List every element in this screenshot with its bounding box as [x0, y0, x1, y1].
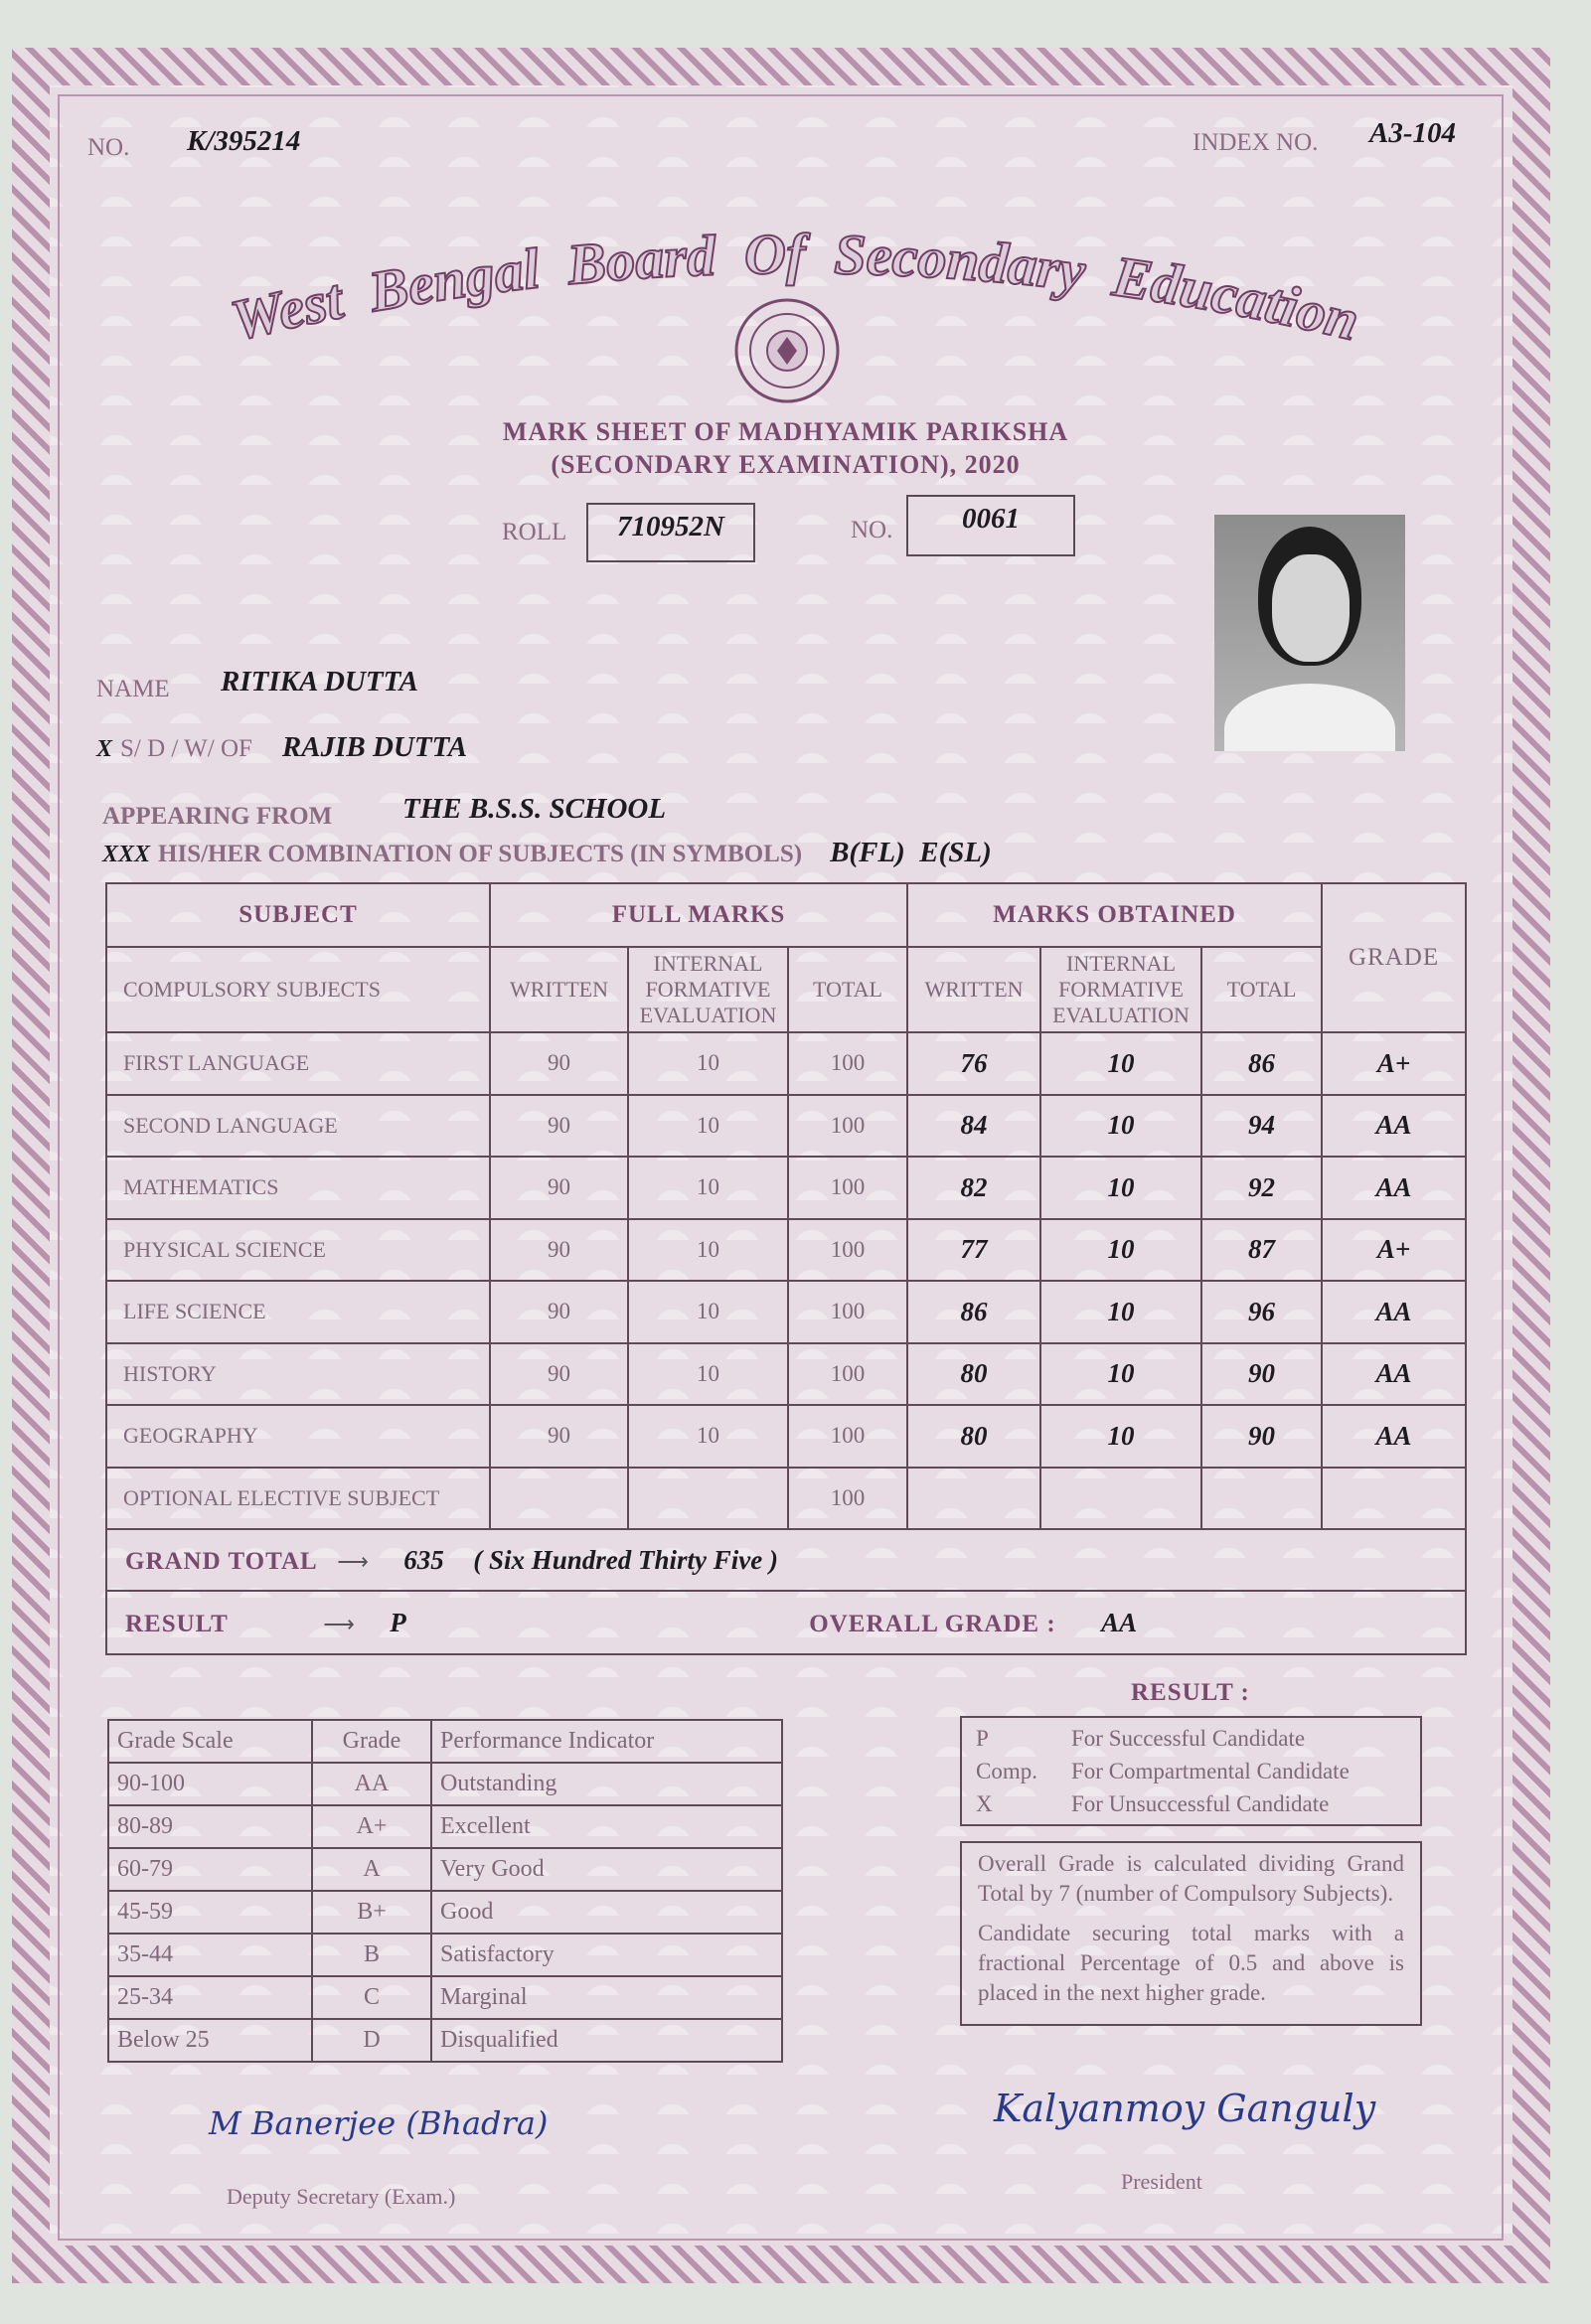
grade-scale-range: 45-59: [108, 1891, 312, 1934]
obtained-written-cell: 80: [907, 1343, 1040, 1406]
obtained-written-header: WRITTEN: [907, 947, 1040, 1032]
compulsory-subjects-header: COMPULSORY SUBJECTS: [106, 947, 490, 1032]
grade-scale-header: Grade Scale: [108, 1720, 312, 1763]
obtained-internal-cell: 10: [1040, 1032, 1201, 1095]
legend-meaning: For Compartmental Candidate: [1071, 1759, 1350, 1783]
grade-scale-row: [108, 1976, 782, 2019]
full-total-cell: 100: [788, 1095, 907, 1158]
obtained-internal-cell: 10: [1040, 1157, 1201, 1219]
combination-row: [102, 837, 992, 869]
full-total-cell: 100: [788, 1032, 907, 1095]
obtained-total-cell: 87: [1201, 1219, 1322, 1282]
obtained-internal-cell: [1040, 1468, 1201, 1530]
grade-notes: [960, 1841, 1422, 2026]
full-written-cell: 90: [490, 1405, 628, 1468]
obtained-written-cell: 77: [907, 1219, 1040, 1282]
grade-scale-indicator: Very Good: [431, 1848, 782, 1891]
board-title: West Bengal Board Of Secondary Education: [225, 221, 1365, 354]
full-internal-cell: [628, 1468, 788, 1530]
note-overall-grade: Overall Grade is calculated dividing Grand Total by 7 (number of Compulsory Subjects).: [978, 1851, 1404, 1906]
legend-code: X: [976, 1791, 993, 1816]
president-signature: Kalyanmoy Ganguly: [994, 2087, 1376, 2130]
full-internal-cell: 10: [628, 1095, 788, 1158]
full-internal-cell: 10: [628, 1343, 788, 1406]
marks-obtained-header: MARKS OBTAINED: [907, 883, 1322, 947]
obtained-total-cell: 94: [1201, 1095, 1322, 1158]
legend-code: Comp.: [976, 1759, 1037, 1783]
name-label: NAME: [96, 676, 170, 702]
full-written-header: WRITTEN: [490, 947, 628, 1032]
subject-cell: GEOGRAPHY: [106, 1405, 490, 1468]
grade-scale-grade: B: [312, 1934, 431, 1976]
index-no-value: A3-104: [1369, 117, 1456, 149]
full-total-cell: 100: [788, 1157, 907, 1219]
obtained-internal-cell: 10: [1040, 1405, 1201, 1468]
index-no-label: INDEX NO.: [1193, 129, 1319, 156]
roll-label: ROLL: [502, 519, 567, 545]
grade-scale-row: [108, 1848, 782, 1891]
grade-cell: AA: [1322, 1405, 1466, 1468]
obtained-internal-cell: 10: [1040, 1343, 1201, 1406]
legend-row: [976, 1722, 1406, 1755]
obtained-total-cell: 86: [1201, 1032, 1322, 1095]
school-label: APPEARING FROM: [102, 803, 333, 830]
grade-scale-grade: A: [312, 1848, 431, 1891]
legend-row: [976, 1787, 1406, 1820]
grade-cell: AA: [1322, 1281, 1466, 1343]
table-row: [106, 1468, 1466, 1530]
grand-total-label: GRAND TOTAL: [125, 1547, 318, 1575]
grade-cell: AA: [1322, 1343, 1466, 1406]
note-rounding: Candidate securing total marks with a fractional Percentage of 0.5 and above is placed in the next higher grade.: [978, 1921, 1404, 2005]
subject-cell: LIFE SCIENCE: [106, 1281, 490, 1343]
legend-code: P: [976, 1726, 989, 1751]
grade-cell: A+: [1322, 1219, 1466, 1282]
grade-scale-grade: A+: [312, 1805, 431, 1848]
grade-scale-range: 60-79: [108, 1848, 312, 1891]
table-row: [106, 1281, 1466, 1343]
full-total-cell: 100: [788, 1468, 907, 1530]
legend-row: [976, 1755, 1406, 1787]
full-total-cell: 100: [788, 1219, 907, 1282]
subject-cell: OPTIONAL ELECTIVE SUBJECT: [106, 1468, 490, 1530]
full-internal-cell: 10: [628, 1405, 788, 1468]
subject-cell: HISTORY: [106, 1343, 490, 1406]
roll-value: 710952N: [586, 503, 755, 562]
subject-cell: PHYSICAL SCIENCE: [106, 1219, 490, 1282]
obtained-total-cell: 90: [1201, 1405, 1322, 1468]
full-marks-header: FULL MARKS: [490, 883, 907, 947]
table-row: [106, 1032, 1466, 1095]
deputy-secretary-title: Deputy Secretary (Exam.): [227, 2184, 456, 2209]
grade-scale-row: [108, 1805, 782, 1848]
obtained-total-cell: 96: [1201, 1281, 1322, 1343]
grade-scale-header: Grade: [312, 1720, 431, 1763]
grade-cell: A+: [1322, 1032, 1466, 1095]
deputy-secretary-signature: M Banerjee (Bhadra): [209, 2104, 549, 2142]
roll-no-label: NO.: [851, 517, 893, 543]
obtained-total-cell: 90: [1201, 1343, 1322, 1406]
grade-scale-indicator: Good: [431, 1891, 782, 1934]
mark-sheet-subtitle: (SECONDARY EXAMINATION), 2020: [551, 450, 1021, 479]
subject-cell: SECOND LANGUAGE: [106, 1095, 490, 1158]
legend-meaning: For Unsuccessful Candidate: [1071, 1791, 1330, 1816]
full-total-cell: 100: [788, 1405, 907, 1468]
obtained-total-cell: [1201, 1468, 1322, 1530]
result-label: RESULT: [125, 1610, 229, 1637]
marks-table: [105, 882, 1467, 1655]
full-total-header: TOTAL: [788, 947, 907, 1032]
obtained-total-header: TOTAL: [1201, 947, 1322, 1032]
president-title: President: [1121, 2169, 1202, 2194]
grade-scale-indicator: Marginal: [431, 1976, 782, 2019]
serial-no-label: NO.: [87, 134, 130, 161]
relation-strike-mark: X: [96, 736, 113, 762]
guardian-name: RAJIB DUTTA: [281, 731, 468, 763]
candidate-name: RITIKA DUTTA: [221, 666, 419, 697]
full-internal-cell: 10: [628, 1032, 788, 1095]
roll-no-value: 0061: [906, 495, 1075, 556]
grade-scale-indicator: Disqualified: [431, 2019, 782, 2062]
obtained-internal-cell: 10: [1040, 1095, 1201, 1158]
grade-scale-range: 80-89: [108, 1805, 312, 1848]
table-row: [106, 1405, 1466, 1468]
subject-cell: FIRST LANGUAGE: [106, 1032, 490, 1095]
grade-cell: AA: [1322, 1157, 1466, 1219]
full-written-cell: [490, 1468, 628, 1530]
combination-strike: XXX: [102, 842, 151, 867]
grade-scale-range: Below 25: [108, 2019, 312, 2062]
grade-cell: AA: [1322, 1095, 1466, 1158]
grade-scale-row: [108, 1934, 782, 1976]
grade-scale-indicator: Outstanding: [431, 1763, 782, 1805]
full-written-cell: 90: [490, 1032, 628, 1095]
mark-sheet-title: MARK SHEET OF MADHYAMIK PARIKSHA: [502, 417, 1069, 446]
obtained-written-cell: 82: [907, 1157, 1040, 1219]
arrow-icon: ⟶: [337, 1548, 369, 1574]
grade-scale-header-row: [108, 1720, 782, 1763]
combination-label: HIS/HER COMBINATION OF SUBJECTS (IN SYMBOLS): [158, 841, 803, 867]
full-total-cell: 100: [788, 1343, 907, 1406]
obtained-total-cell: 92: [1201, 1157, 1322, 1219]
full-written-cell: 90: [490, 1157, 628, 1219]
full-written-cell: 90: [490, 1281, 628, 1343]
grand-total-value: 635: [403, 1544, 444, 1575]
result-value: P: [390, 1607, 406, 1637]
relation-row: [96, 731, 467, 764]
table-row: [106, 1343, 1466, 1406]
obtained-written-cell: [907, 1468, 1040, 1530]
obtained-written-cell: 84: [907, 1095, 1040, 1158]
full-written-cell: 90: [490, 1219, 628, 1282]
overall-grade-label: OVERALL GRADE :: [809, 1610, 1056, 1637]
full-written-cell: 90: [490, 1343, 628, 1406]
grade-scale-row: [108, 1763, 782, 1805]
candidate-photo: [1214, 515, 1405, 751]
legend-meaning: For Successful Candidate: [1071, 1726, 1306, 1751]
grade-scale-range: 90-100: [108, 1763, 312, 1805]
board-seal-icon: [732, 296, 842, 405]
result-legend: [960, 1716, 1422, 1826]
full-total-cell: 100: [788, 1281, 907, 1343]
full-internal-cell: 10: [628, 1157, 788, 1219]
grade-scale-grade: B+: [312, 1891, 431, 1934]
full-internal-header: INTERNAL FORMATIVE EVALUATION: [628, 947, 788, 1032]
subject-header: SUBJECT: [106, 883, 490, 947]
school-name: THE B.S.S. SCHOOL: [402, 793, 667, 825]
subject-combination: B(FL) E(SL): [830, 837, 992, 868]
grade-scale-grade: AA: [312, 1763, 431, 1805]
obtained-written-cell: 86: [907, 1281, 1040, 1343]
grade-cell: [1322, 1468, 1466, 1530]
serial-no-value: K/395214: [187, 125, 301, 157]
grade-scale-range: 25-34: [108, 1976, 312, 2019]
subject-cell: MATHEMATICS: [106, 1157, 490, 1219]
obtained-internal-header: INTERNAL FORMATIVE EVALUATION: [1040, 947, 1201, 1032]
result-legend-title: RESULT :: [1131, 1679, 1250, 1706]
grade-scale-indicator: Excellent: [431, 1805, 782, 1848]
grade-scale-header: Performance Indicator: [431, 1720, 782, 1763]
grade-scale-table: [107, 1719, 783, 2063]
grade-scale-grade: C: [312, 1976, 431, 2019]
overall-grade-value: AA: [1101, 1607, 1138, 1637]
grade-scale-grade: D: [312, 2019, 431, 2062]
table-row: [106, 1095, 1466, 1158]
full-internal-cell: 10: [628, 1219, 788, 1282]
table-row: [106, 1219, 1466, 1282]
full-internal-cell: 10: [628, 1281, 788, 1343]
grade-scale-row: [108, 2019, 782, 2062]
grade-scale-row: [108, 1891, 782, 1934]
grade-scale-range: 35-44: [108, 1934, 312, 1976]
obtained-written-cell: 76: [907, 1032, 1040, 1095]
obtained-internal-cell: 10: [1040, 1281, 1201, 1343]
obtained-internal-cell: 10: [1040, 1219, 1201, 1282]
grand-total-words: ( Six Hundred Thirty Five ): [473, 1544, 778, 1575]
full-written-cell: 90: [490, 1095, 628, 1158]
obtained-written-cell: 80: [907, 1405, 1040, 1468]
grade-scale-indicator: Satisfactory: [431, 1934, 782, 1976]
grade-header: GRADE: [1322, 883, 1466, 1032]
arrow-icon: ⟶: [323, 1611, 355, 1636]
relation-label: S/ D / W/ OF: [120, 735, 252, 762]
table-row: [106, 1157, 1466, 1219]
